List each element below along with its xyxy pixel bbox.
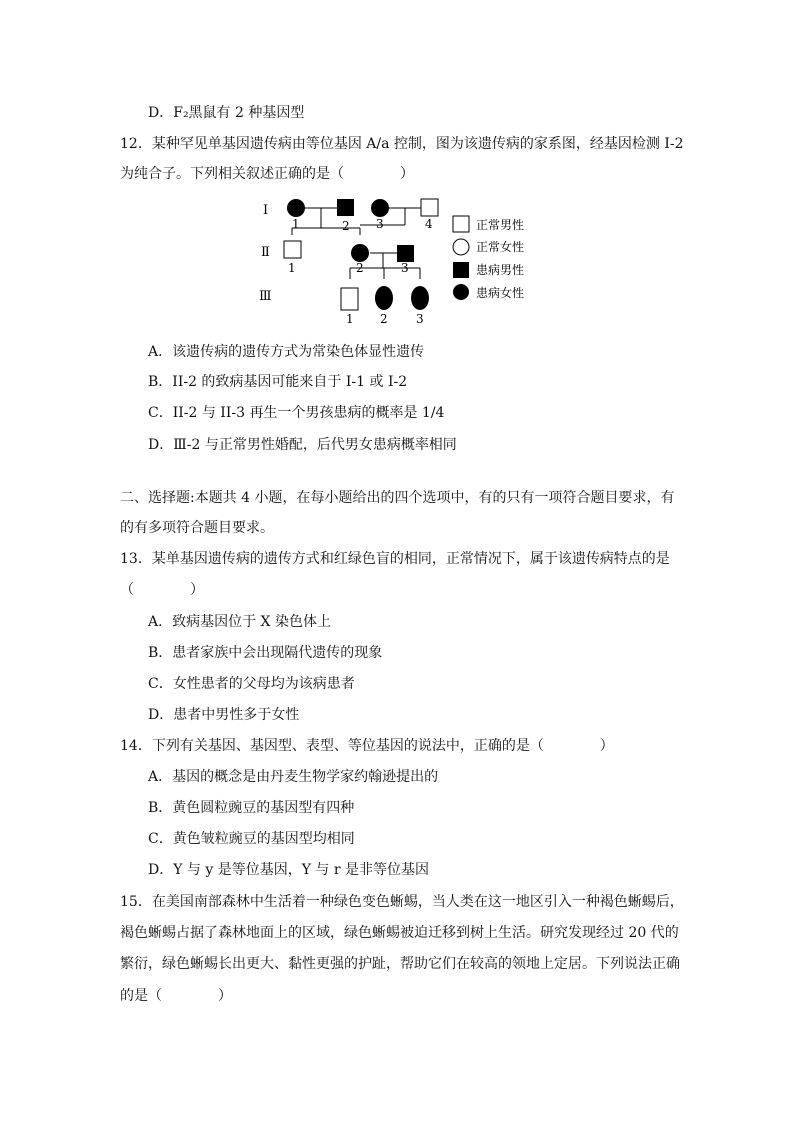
q13-option-b: B．患者家族中会出现隔代遗传的现象 [148, 645, 383, 661]
q12-stem-line2: 为纯合子。下列相关叙述正确的是（ ） [120, 166, 414, 182]
section2-line1: 二、选择题:本题共 4 小题，在每小题给出的四个选项中，有的只有一项符合题目要求，有 [120, 490, 675, 506]
pedigree-II-3-affected-male [397, 245, 414, 262]
q15-line4: 的是（ ） [120, 988, 232, 1004]
q12-stem-line1: 12．某种罕见单基因遗传病由等位基因 A/a 控制，图为该遗传病的家系图，经基因检测 I-2 [120, 136, 684, 152]
q12-option-d: D．Ⅲ-2 与正常男性婚配，后代男女患病概率相同 [148, 437, 457, 453]
legend-normal-female-symbol [453, 239, 469, 255]
legend-affected-male-symbol [453, 262, 469, 278]
label-III-3: 3 [416, 312, 424, 326]
q14-option-c: C．黄色皱粒豌豆的基因型均相同 [148, 831, 355, 847]
q13-option-d: D．患者中男性多于女性 [148, 707, 300, 723]
q12-option-b: B．II-2 的致病基因可能来自于 I-1 或 I-2 [148, 374, 408, 390]
pedigree-II-1-normal-male [284, 241, 301, 258]
q12-option-a: A．该遗传病的遗传方式为常染色体显性遗传 [148, 344, 425, 360]
q14-stem: 14．下列有关基因、基因型、表型、等位基因的说法中，正确的是（ ） [120, 738, 614, 754]
legend-normal-female: 正常女性 [476, 240, 525, 254]
q15-line1: 15．在美国南部森林中生活着一种绿色变色蜥蜴，当人类在这一地区引入一种褐色蜥蜴后， [120, 894, 684, 910]
legend-affected-female: 患病女性 [476, 286, 525, 300]
gen-label-III: Ⅲ [259, 289, 272, 304]
legend-normal-male-symbol [453, 216, 469, 232]
pedigree-III-2-affected-female [375, 286, 393, 310]
pedigree-I-1-affected-female [287, 199, 305, 217]
q13-option-a: A．致病基因位于 X 染色体上 [148, 614, 331, 630]
q14-option-b: B．黄色圆粒豌豆的基因型有四种 [148, 800, 355, 816]
pedigree-I-4-normal-male [421, 199, 438, 216]
pedigree-chart [250, 190, 550, 330]
pedigree-I-2-affected-male [337, 199, 354, 216]
gen-label-II: Ⅱ [261, 245, 270, 260]
section2-line2: 的有多项符合题目要求。 [120, 520, 274, 536]
pedigree-III-1-normal-male [341, 288, 358, 310]
q12-option-c: C．II-2 与 II-3 再生一个男孩患病的概率是 1/4 [148, 405, 445, 421]
q15-line3: 繁衍，绿色蜥蜴长出更大、黏性更强的护趾，帮助它们在较高的领地上定居。下列说法正确 [120, 956, 680, 972]
label-I-1: 1 [292, 217, 300, 231]
label-III-2: 2 [380, 312, 388, 326]
pedigree-I-3-affected-female [371, 199, 389, 217]
q13-stem-line1: 13．某单基因遗传病的遗传方式和红绿色盲的相同，正常情况下，属于该遗传病特点的是 [120, 551, 670, 567]
label-II-3: 3 [401, 261, 409, 275]
pedigree-III-3-affected-female [411, 286, 429, 310]
label-I-4: 4 [425, 217, 433, 231]
label-I-3: 3 [376, 217, 384, 231]
label-II-1: 1 [288, 261, 296, 275]
legend-normal-male: 正常男性 [476, 218, 525, 232]
label-II-2: 2 [356, 261, 364, 275]
legend-affected-female-symbol [453, 284, 469, 300]
pedigree-II-2-affected-female [351, 244, 369, 262]
q13-option-c: C．女性患者的父母均为该病患者 [148, 676, 355, 692]
q14-option-d: D．Y 与 y 是等位基因，Y 与 r 是非等位基因 [148, 862, 430, 878]
legend-affected-male: 患病男性 [476, 263, 525, 277]
q15-line2: 褐色蜥蜴占据了森林地面上的区域，绿色蜥蜴被迫迁移到树上生活。研究发现经过 20 代的 [120, 925, 679, 941]
label-III-1: 1 [346, 312, 354, 326]
gen-label-I: I [263, 203, 269, 218]
q13-stem-line2: （ ） [120, 582, 204, 598]
q11-option-d: D．F₂黑鼠有 2 种基因型 [148, 105, 305, 121]
label-I-2: 2 [342, 219, 350, 233]
q14-option-a: A．基因的概念是由丹麦生物学家约翰逊提出的 [148, 769, 439, 785]
